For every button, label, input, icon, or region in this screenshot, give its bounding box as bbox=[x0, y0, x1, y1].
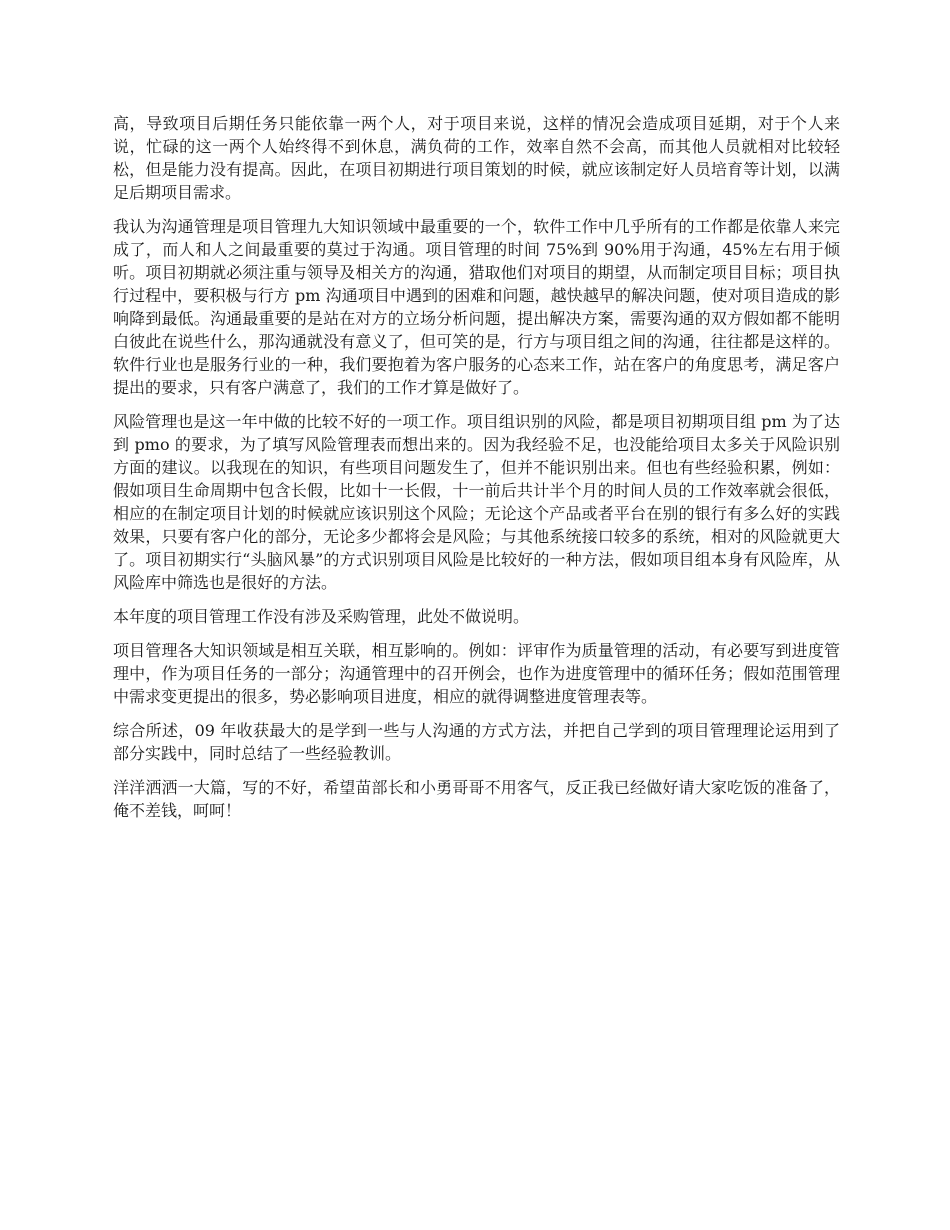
paragraph-communication-management: 我认为沟通管理是项目管理九大知识领域中最重要的一个，软件工作中几乎所有的工作都是依靠人来完成了，而人和人之间最重要的莫过于沟通。项目管理的时间 75%到 90%用于沟通，45%左右用于倾听。项目初期就必须注重与领导及相关方的沟通，猎取他们对项目的期望，从而制定项目目标；项目执行过程中，要积极与行方 pm 沟通项目中遇到的困难和问题，越快越早的解决问题，使对项目造成的影响降到最低。沟通最重要的是站在对方的立场分析问题，提出解决方案，需要沟通的双方假如都不能明白彼此在说些什么，那沟通就没有意义了，但可笑的是，行方与项目组之间的沟通，往往都是这样的。软件行业也是服务行业的一种，我们要抱着为客户服务的心态来工作，站在客户的角度思考，满足客户提出的要求，只有客户满意了，我们的工作才算是做好了。 bbox=[113, 217, 840, 397]
document-body bbox=[113, 112, 840, 833]
paragraph-procurement-management: 本年度的项目管理工作没有涉及采购管理，此处不做说明。 bbox=[113, 607, 530, 626]
paragraph-knowledge-areas: 项目管理各大知识领域是相互关联，相互影响的。例如：评审作为质量管理的活动，有必要写到进度管理中，作为项目任务的一部分；沟通管理中的召开例会，也作为进度管理中的循环任务；假如范围管理中需求变更提出的很多，势必影响项目进度，相应的就得调整进度管理表等。 bbox=[113, 641, 840, 706]
paragraph-closing: 洋洋洒洒一大篇，写的不好，希望苗部长和小勇哥哥不用客气，反正我已经做好请大家吃饭的准备了，俺不差钱，呵呵！ bbox=[113, 778, 840, 820]
paragraph-risk-management: 风险管理也是这一年中做的比较不好的一项工作。项目组识别的风险，都是项目初期项目组 pm 为了达到 pmo 的要求，为了填写风险管理表而想出来的。因为我经验不足，也没能给项目太多关于风险识别方面的建议。以我现在的知识，有些项目问题发生了，但并不能识别出来。但也有些经验积累，例如：假如项目生命周期中包含长假，比如十一长假，十一前后共计半个月的时间人员的工作效率就会很低，相应的在制定项目计划的时候就应该识别这个风险；无论这个产品或者平台在别的银行有多么好的实践效果，只要有客户化的部分，无论多少都将会是风险；与其他系统接口较多的系统，相对的风险就更大了。项目初期实行“头脑风暴”的方式识别项目风险是比较好的一种方法，假如项目组本身有风险库，从风险库中筛选也是很好的方法。 bbox=[113, 412, 840, 592]
paragraph-summary: 综合所述，09 年收获最大的是学到一些与人沟通的方式方法，并把自己学到的项目管理理论运用到了部分实践中，同时总结了一些经验教训。 bbox=[113, 721, 840, 763]
paragraph-staffing: 高，导致项目后期任务只能依靠一两个人，对于项目来说，这样的情况会造成项目延期，对于个人来说，忙碌的这一两个人始终得不到休息，满负荷的工作，效率自然不会高，而其他人员就相对比较轻松，但是能力没有提高。因此，在项目初期进行项目策划的时候，就应该制定好人员培育等计划，以满足后期项目需求。 bbox=[113, 114, 840, 202]
